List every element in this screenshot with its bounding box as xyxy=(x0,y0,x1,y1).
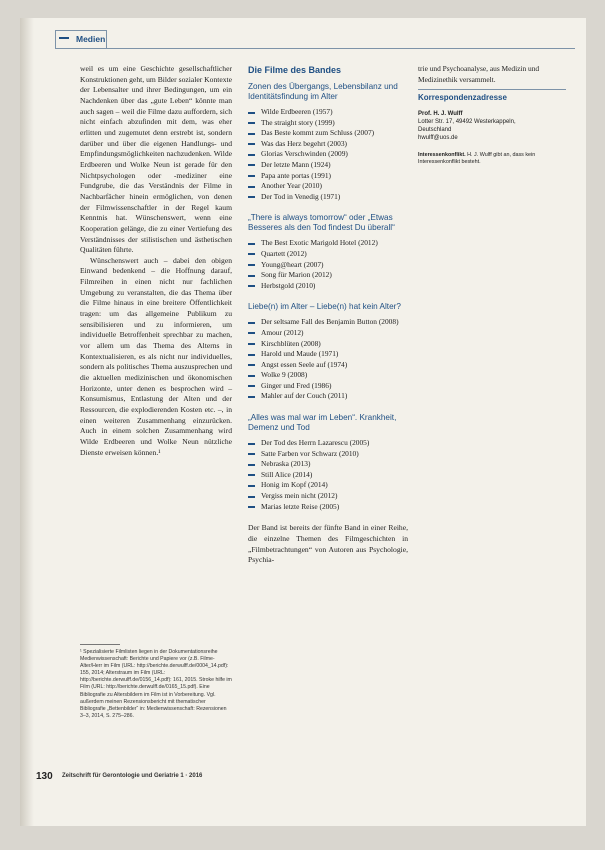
list-item: Der seltsame Fall des Benjamin Button (2008) xyxy=(248,317,408,328)
bullet-dash xyxy=(248,443,255,445)
list-item: Das Beste kommt zum Schluss (2007) xyxy=(248,128,408,139)
list-item: Papa ante portas (1991) xyxy=(248,171,408,182)
section-tab xyxy=(55,30,107,48)
bullet-dash xyxy=(248,364,255,366)
list-item: The straight story (1999) xyxy=(248,118,408,129)
list-item: Another Year (2010) xyxy=(248,181,408,192)
film-list-group-3 xyxy=(248,317,408,402)
bullet-dash xyxy=(248,453,255,455)
list-item: Honig im Kopf (2014) xyxy=(248,480,408,491)
bullet-dash xyxy=(248,196,255,198)
list-item: Quartett (2012) xyxy=(248,249,408,260)
bullet-dash xyxy=(248,264,255,266)
list-item: Mahler auf der Couch (2011) xyxy=(248,391,408,402)
bullet-dash xyxy=(248,122,255,124)
scan-margin xyxy=(0,826,605,850)
bullet-dash xyxy=(248,332,255,334)
bullet-dash xyxy=(248,186,255,188)
film-list-column xyxy=(248,64,408,566)
list-item: Satte Farben vor Schwarz (2010) xyxy=(248,449,408,460)
bullet-dash xyxy=(248,275,255,277)
film-list-title: Die Filme des Bandes xyxy=(248,65,342,75)
bullet-dash xyxy=(248,175,255,177)
group-heading-1: Zonen des Übergangs, Lebensbilanz und Identitätsfindung im Alter xyxy=(248,82,398,101)
closing-paragraph: Der Band ist bereits der fünfte Band in einer Reihe, die einzelne Themen des Filmgeschichten in „Filmbetrachtungen“ von Autoren aus Psychologie, Psychia- xyxy=(248,523,408,565)
bullet-dash xyxy=(248,154,255,156)
list-item: Marias letzte Reise (2005) xyxy=(248,502,408,513)
list-item: Wolke 9 (2008) xyxy=(248,370,408,381)
bullet-dash xyxy=(248,343,255,345)
bullet-dash xyxy=(248,485,255,487)
bullet-dash xyxy=(248,322,255,324)
section-tab-marker xyxy=(59,37,69,39)
list-item: Young@heart (2007) xyxy=(248,260,408,271)
list-item: Harold und Maude (1971) xyxy=(248,349,408,360)
bullet-dash xyxy=(248,385,255,387)
page-gutter-shadow xyxy=(20,18,34,826)
list-item: Was das Herz begehrt (2003) xyxy=(248,139,408,150)
film-list-group-1 xyxy=(248,107,408,202)
list-item: Wilde Erdbeeren (1957) xyxy=(248,107,408,118)
list-item: Still Alice (2014) xyxy=(248,470,408,481)
list-item: The Best Exotic Marigold Hotel (2012) xyxy=(248,238,408,249)
list-item: Vergiss mein nicht (2012) xyxy=(248,491,408,502)
bullet-dash xyxy=(248,112,255,114)
bullet-dash xyxy=(248,164,255,166)
bullet-dash xyxy=(248,133,255,135)
conflict-text: H. J. Wulff gibt an, dass kein Interessenkonflikt besteht. xyxy=(418,152,536,165)
film-list-group-4 xyxy=(248,438,408,512)
correspondence-rule xyxy=(418,89,566,90)
list-item: Nebraska (2013) xyxy=(248,459,408,470)
bullet-dash xyxy=(248,354,255,356)
right-column xyxy=(418,64,566,166)
bullet-dash xyxy=(248,474,255,476)
list-item: Ginger und Fred (1986) xyxy=(248,381,408,392)
author-name: Prof. H. J. Wulff xyxy=(418,111,463,117)
list-item: Song für Marion (2012) xyxy=(248,270,408,281)
footnote: ¹ Spezialisierte Filmlisten liegen in der Dokumentationsreihe Medienwissenschaft: Berichte und Papiere vor (z.B. Filme-Alter/Herr im Film (URL: http://berichte.derwulff.de/0004_14.pdf): 155, 2014; Alterstraum im Film (URL: http://berichte.derwulff.de/0156_14.pdf): 161, 2015. Stroke hilfe im Film (URL: http://berichte.derwulff.de/0165_15.pdf). Eine Bibliografie zu Altersbildern im Film ist in Vorbereitung. Vgl. außerdem meinen Rezensionsbericht mit thematischer Bibliografie „Bettenbilder“ in: Medienwissenschaft: Rezensionen 3–3, 2014, S. 275–286. xyxy=(80,649,232,719)
page-number: 130 xyxy=(36,771,53,782)
bullet-dash xyxy=(248,285,255,287)
group-heading-4: „Alles was mal war im Leben“. Krankheit, Demenz und Tod xyxy=(248,413,397,433)
group-heading-2: „There is always tomorrow“ oder „Etwas Besseres als den Tod findest Du überall“ xyxy=(248,213,395,233)
bullet-dash xyxy=(248,396,255,398)
list-item: Der letzte Mann (1924) xyxy=(248,160,408,171)
list-item: Angst essen Seele auf (1974) xyxy=(248,360,408,371)
author-email[interactable]: hwulff@uos.de xyxy=(418,135,458,141)
correspondence-heading: Korrespondenzadresse xyxy=(418,93,507,102)
paragraph-1: weil es um eine Geschichte gesellschaftlicher Konstruktionen geht, um Bilder sozialer Kontexte der Lebensalter und ihrer Bedingungen, um ein Nachdenken über das „gute Leben“ könnte man auch sagen – weil die Filme dazu auffordern, sich nicht einfach abzufinden mit dem, was eher erlitten und zugemutet denn erstrebt ist, sondern darüber und über die eigenen Handlungs- und Empfindungsmöglichkeiten nachzudenken. Wilde Erdbeeren und Wolke Neun ist gerade für den Nichtpsychologen oder -mediziner eine Fundgrube, die das Verständnis der Filme in Nachbarfächer hinein ermöglichen, von denen der Filmwissenschaftler in der Regel kaum Kenntnis hat. Wünschenswert, wenn eine Kooperation gelänge, die zu einer Vertiefung des Verständnisses der stilistischen und ästhetischen Qualitäten führte. xyxy=(80,64,232,255)
header-rule xyxy=(55,48,575,49)
list-item: Amour (2012) xyxy=(248,328,408,339)
bullet-dash xyxy=(248,253,255,255)
group-heading-3: Liebe(n) im Alter – Liebe(n) hat kein Alter? xyxy=(248,302,401,312)
column-1-body-text xyxy=(80,64,232,458)
bullet-dash xyxy=(248,375,255,377)
bullet-dash xyxy=(248,496,255,498)
continued-text: trie und Psychoanalyse, aus Medizin und Medizinethik versammelt. xyxy=(418,64,540,84)
section-label: Medien xyxy=(76,34,106,44)
list-item: Herbstgold (2010) xyxy=(248,281,408,292)
film-list-group-2 xyxy=(248,238,408,291)
list-item: Kirschblüten (2008) xyxy=(248,339,408,350)
list-item: Der Tod des Herrn Lazarescu (2005) xyxy=(248,438,408,449)
paragraph-2: Wünschenswert auch – dabei den obigen Einwand bedenkend – die Hoffnung darauf, Filmreihen in einen nicht nur fachlichen Umgebung zu veranstalten, die das Thema über die Filme hinaus in eine breitere Öffentlichkeit tragen: um das allgemeine Publikum zu sensibilisieren und zu informieren, um individuelle Betroffenheit sprechbar zu machen, vor allem um das Thema des Alterns in Kontextualisieren, es als nicht nur individuelles, sondern als politisches Thema auszusprechen und die aktuellen medizinischen und ökonomischen Horizonte, unter denen es besprochen wird – Konsumismus, Entlastung der Alten und der Ressourcen, die explodierenden Kosten etc. –, in einen weiteren Zusammenhang einzurücken. Auch in einem solchen Zusammenhang wird Wilde Erdbeeren und Wolke Neun nützliche Dienste erweisen können.¹ xyxy=(80,255,232,457)
bullet-dash xyxy=(248,464,255,466)
author-street: Lotter Str. 17, 49492 Westerkappeln, xyxy=(418,119,516,125)
conflict-of-interest xyxy=(418,152,566,166)
list-item: Glorias Verschwinden (2009) xyxy=(248,149,408,160)
conflict-label: Interessenkonflikt. xyxy=(418,152,466,158)
correspondence-address xyxy=(418,110,566,142)
bullet-dash xyxy=(248,506,255,508)
journal-name: Zeitschrift für Gerontologie und Geriatrie 1 · 2016 xyxy=(62,773,203,779)
footnote-rule xyxy=(80,644,120,645)
author-country: Deutschland xyxy=(418,127,452,133)
bullet-dash xyxy=(248,143,255,145)
list-item: Der Tod in Venedig (1971) xyxy=(248,192,408,203)
bullet-dash xyxy=(248,243,255,245)
